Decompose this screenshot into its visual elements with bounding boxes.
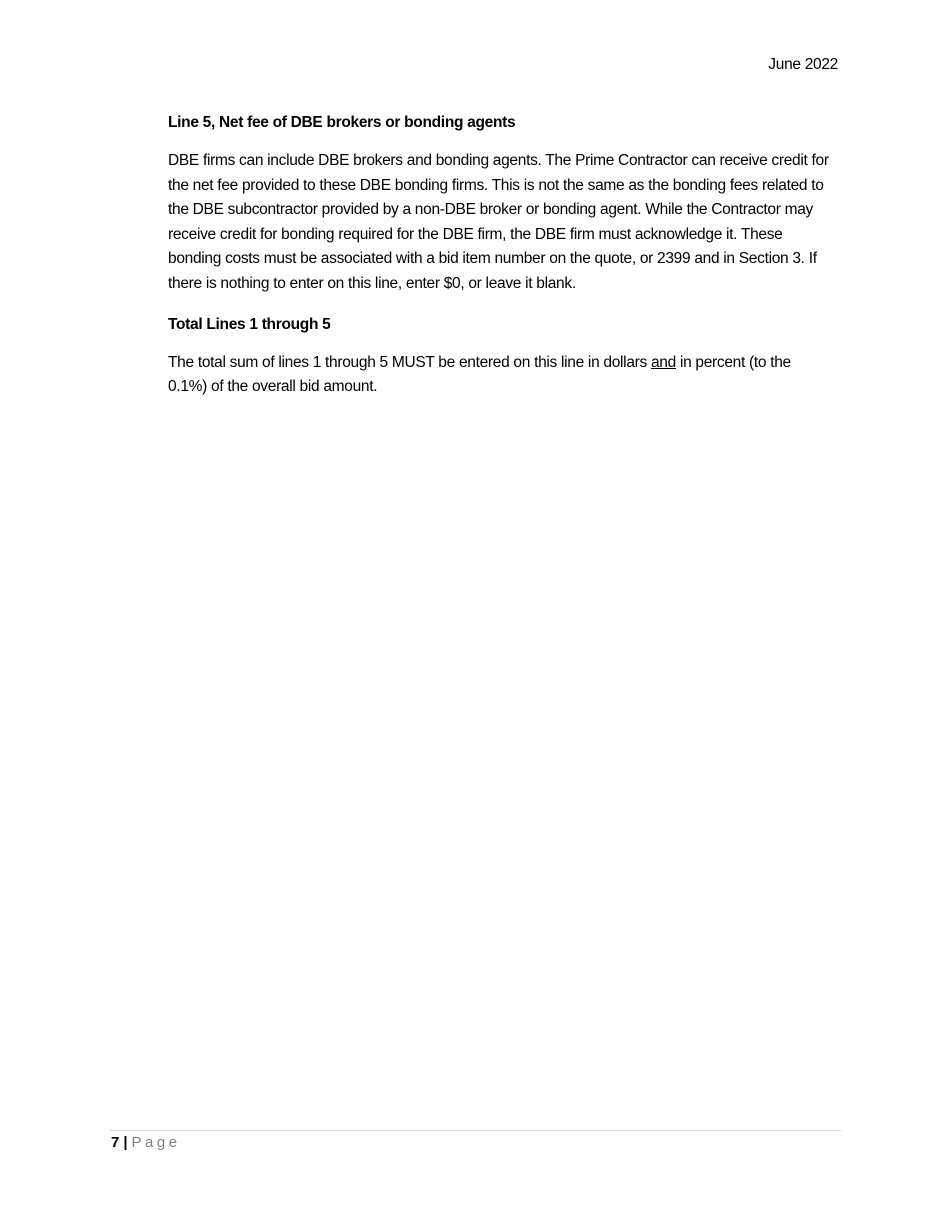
- section-paragraph-total-lines: [168, 351, 830, 400]
- page-separator: |: [123, 1134, 128, 1151]
- document-body: [168, 111, 830, 416]
- paragraph-text-end: in percent (to the 0.1%) of the overall bid amount.: [168, 353, 791, 396]
- section-heading-line-5: Line 5, Net fee of DBE brokers or bonding agents: [168, 114, 516, 131]
- underlined-word: and: [650, 353, 676, 371]
- page-label: Page: [131, 1134, 181, 1151]
- footer-divider: [110, 1130, 841, 1131]
- page-number: 7: [111, 1134, 120, 1151]
- paragraph-text-start: The total sum of lines 1 through 5 MUST be entered on this line in dollars: [168, 353, 651, 371]
- section-paragraph-line-5: DBE firms can include DBE brokers and bonding agents. The Prime Contractor can receive credit for the net fee provided to these DBE bonding firms. This is not the same as the bonding fees related to the DBE subcontractor provided by a non-DBE broker or bonding agent. While the Contractor may receive credit for bonding required for the DBE firm, the DBE firm must acknowledge it. These bonding costs must be associated with a bid item number on the quote, or 2399 and in Section 3. If there is nothing to enter on this line, enter $0, or leave it blank.: [168, 152, 829, 292]
- section-heading-total-lines: Total Lines 1 through 5: [168, 315, 331, 333]
- page-footer: [111, 1133, 181, 1153]
- header-date: June 2022: [768, 56, 838, 73]
